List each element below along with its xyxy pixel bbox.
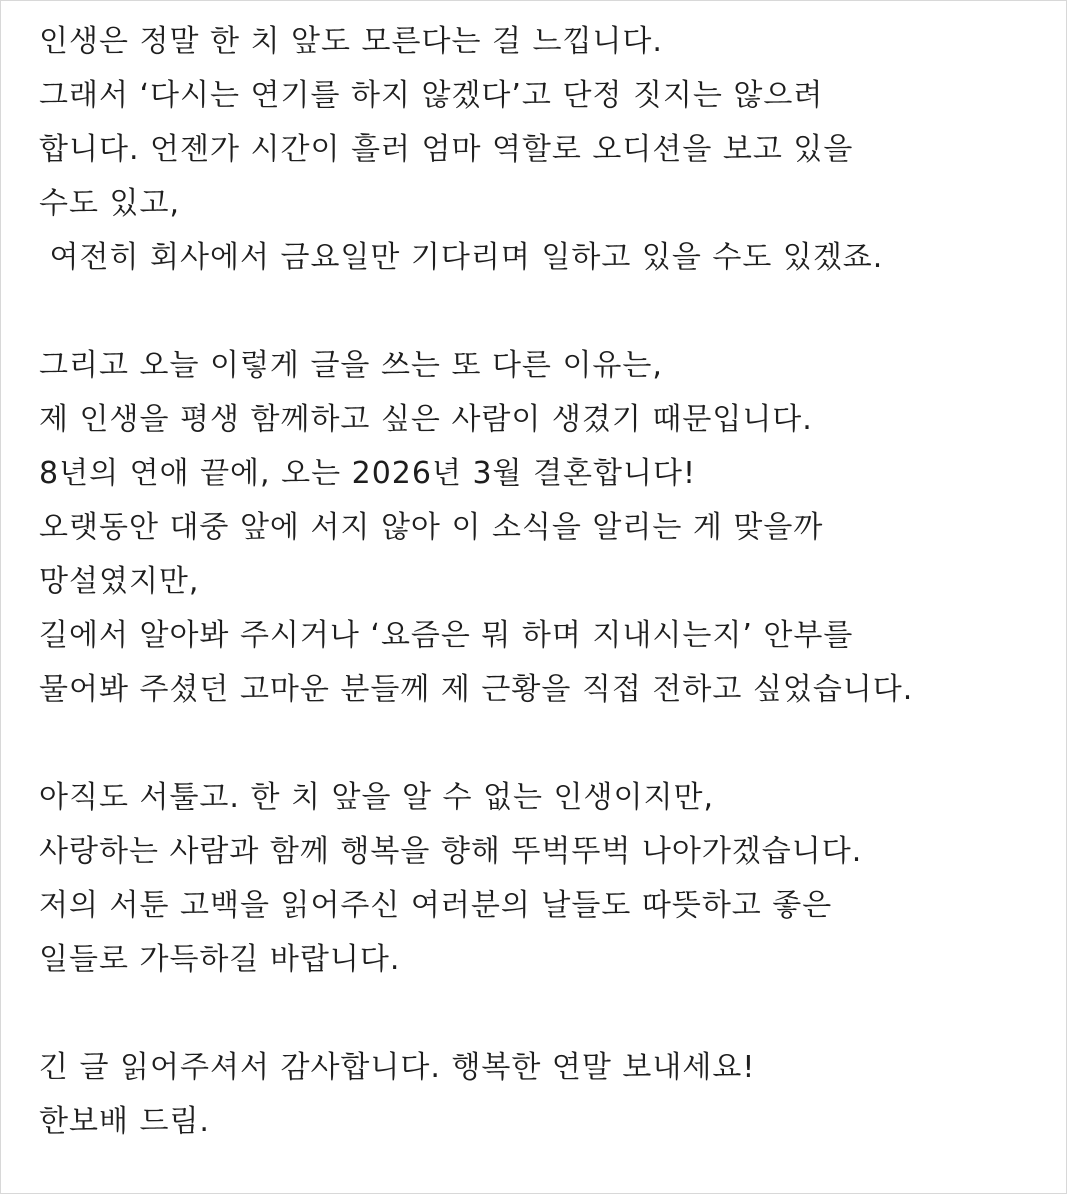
text-line: 저의 서툰 고백을 읽어주신 여러분의 날들도 따뜻하고 좋은 [39, 888, 833, 923]
text-line: 물어봐 주셨던 고마운 분들께 제 근황을 직접 전하고 싶었습니다. [39, 672, 914, 707]
paragraph-2 [39, 339, 1049, 717]
text-line: 망설였지만, [39, 564, 200, 599]
text-line: 인생은 정말 한 치 앞도 모른다는 걸 느낍니다. [39, 24, 663, 59]
text-line: 길에서 알아봐 주시거나 ‘요즘은 뭐 하며 지내시는지’ 안부를 [39, 618, 854, 653]
signature-line: 한보배 드림. [39, 1104, 210, 1139]
paragraph-spacer [39, 285, 1049, 339]
text-line: 제 인생을 평생 함께하고 싶은 사람이 생겼기 때문입니다. [39, 402, 813, 437]
text-line: 아직도 서툴고. 한 치 앞을 알 수 없는 인생이지만, [39, 780, 714, 815]
text-line: 여전히 회사에서 금요일만 기다리며 일하고 있을 수도 있겠죠. [39, 240, 884, 275]
paragraph-3 [39, 771, 1049, 987]
text-line: 수도 있고, [39, 186, 180, 221]
text-line: 긴 글 읽어주셔서 감사합니다. 행복한 연말 보내세요! [39, 1050, 756, 1085]
paragraph-4 [39, 1041, 1049, 1149]
text-line: 오랫동안 대중 앞에 서지 않아 이 소식을 알리는 게 맞을까 [39, 510, 824, 545]
paragraph-spacer [39, 987, 1049, 1041]
text-line: 합니다. 언젠가 시간이 흘러 엄마 역할로 오디션을 보고 있을 [39, 132, 854, 167]
letter-body [39, 15, 1049, 1149]
text-line: 8년의 연애 끝에, 오는 2026년 3월 결혼합니다! [39, 456, 697, 491]
text-line: 사랑하는 사람과 함께 행복을 향해 뚜벅뚜벅 나아가겠습니다. [39, 834, 863, 869]
text-line: 일들로 가득하길 바랍니다. [39, 942, 401, 977]
paragraph-spacer [39, 717, 1049, 771]
text-line: 그래서 ‘다시는 연기를 하지 않겠다’고 단정 짓지는 않으려 [39, 78, 824, 113]
text-line: 그리고 오늘 이렇게 글을 쓰는 또 다른 이유는, [39, 348, 663, 383]
paragraph-1 [39, 15, 1049, 285]
